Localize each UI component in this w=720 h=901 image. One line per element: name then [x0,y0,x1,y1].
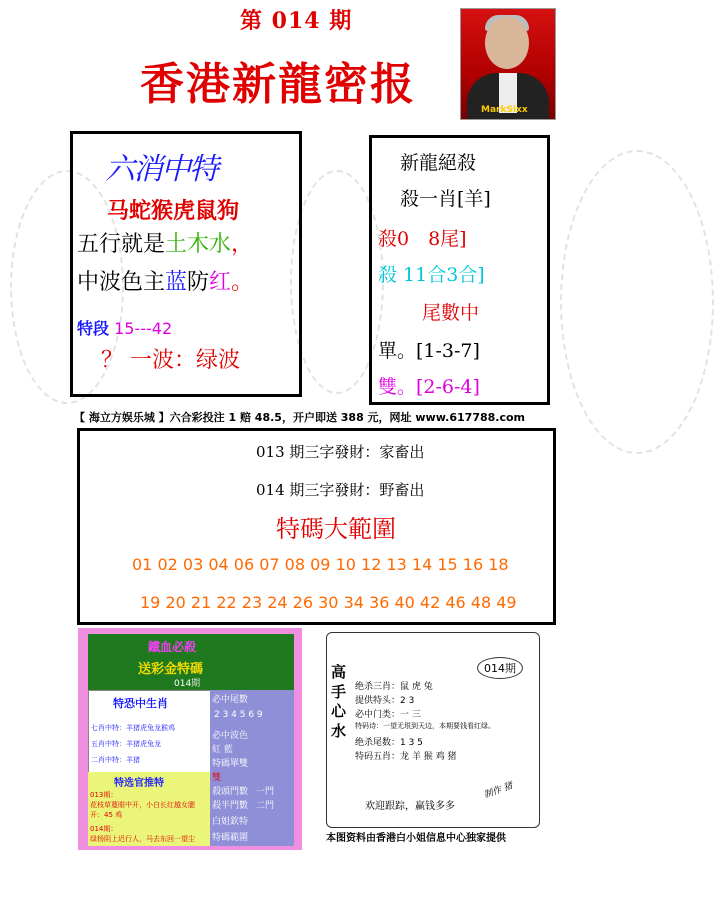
single-nums: 單。[1-3-7] [378,340,480,362]
portrait-photo [460,8,556,120]
line-013: 013 期三字發財：家畜出 [256,443,425,461]
panel-top-sub: 送彩金特碼 [138,662,204,677]
iron-blood-panel [78,628,302,850]
maker-sign: 制作 猪 [482,781,515,801]
expert-line6: 特码五肖：龙 羊 猴 鸡 猪 [355,752,457,762]
stats-column [210,690,294,846]
one-wave-line: ？ 一波：绿波 [101,348,240,373]
ad-banner[interactable]: 【 海立方娱乐城 】六合彩投注 1 赔 48.5，开户即送 388 元，网址 www.617788.com [74,411,525,424]
six-zodiac-box [70,131,302,397]
poem-013-text: 花枝草蔓眼中开，小白长红越女腮 [90,801,195,809]
slogan: 欢迎跟踪，赢钱多多 [365,801,455,812]
stat-killhead-value: 一門 [256,787,275,797]
kill-zodiac: 殺一肖[羊] [400,188,491,210]
poem-013-label: 013期： [90,791,118,799]
special-value: 15---42 [114,319,173,338]
stat-killhalf-title: 殺半門數 [212,801,249,811]
poem-title: 特选官推特 [114,778,164,789]
stat-range-title: 特碼範圍 [212,833,249,843]
background-ornament [560,150,714,454]
expert-line3: 必中门类：一 三 [355,710,421,720]
tail-center: 尾數中 [422,302,480,324]
range-numbers-row1: 01 02 03 04 06 07 08 09 10 12 13 14 15 16 18 [132,555,509,574]
wuxing-prefix: 五行就是 [77,232,166,257]
panel-issue: 014期 [174,679,201,689]
panel-top-banner [88,634,294,690]
stat-killhead-title: 殺頭門數 [212,787,249,797]
poem-013-answer: 开：45 鸡 [90,811,123,819]
expert-panel [326,632,540,828]
stat-tail-title: 必中尾數 [212,695,249,705]
stat-tail-nums: 2 3 4 5 6 9 [214,710,263,720]
seven-zodiac: 七肖中特：羊猪虎兔龙猴鸡 [91,724,175,732]
photo-watermark: MarkSixx [481,105,528,115]
two-zodiac: 二肖中特：羊猪 [91,756,140,764]
page-title: 香港新龍密报 [140,59,416,110]
portrait-head [485,17,529,69]
range-numbers-row2: 19 20 21 22 23 24 26 30 34 36 40 42 46 48 49 [140,593,517,612]
special-label: 特段 [77,319,110,338]
stat-oddeven-title: 特碼單雙 [212,759,249,769]
wave-prefix: 中波色主 [77,270,166,295]
poem-section [88,772,210,846]
stat-killhalf-value: 二門 [256,801,275,811]
issue-badge: 014期 [477,657,523,679]
stat-wave-title: 必中波色 [212,731,249,741]
five-zodiac: 五肖中特：羊猪虎兔龙 [91,740,161,748]
wuxing-line [77,232,253,258]
poem-014-label: 014期： [90,825,118,833]
zodiac-section [88,690,212,774]
zodiac-list: 马蛇猴虎鼠狗 [107,198,240,224]
issue-number: 第 014 期 [240,8,353,34]
wave-line [77,270,253,296]
expert-line2: 提供特头：2 3 [355,696,415,706]
footer-credit: 本图资料由香港白小姐信息中心独家提供 [326,833,506,844]
wave-guard: 红 [209,270,232,295]
stat-oddeven-value: 雙 [212,773,222,783]
stat-bai-title: 白姐欽特 [212,817,249,827]
wave-mid: 防 [187,270,210,295]
wave-suffix: 。 [231,270,254,295]
box-title: 六消中特 [105,152,217,187]
poem-014-text: 绿杨阴上迟行人，马去东回一望尘 [90,835,195,843]
box-title: 新龍絕殺 [400,152,477,174]
wuxing-suffix: ， [231,232,254,257]
expert-line5: 绝杀尾数：1 3 5 [355,738,423,748]
wuxing-value: 土木水 [165,232,232,257]
wave-main: 蓝 [165,270,188,295]
expert-line4: 特码诗：一望无垠到天边，本期要钱看红绿。 [355,722,495,730]
special-line [77,316,172,339]
stat-wave-value: 紅 藍 [212,745,233,755]
line-014: 014 期三字發財：野畜出 [256,481,425,499]
kill-tail: 殺0 8尾] [378,228,467,250]
kill-combo: 殺 11合3合] [378,264,485,286]
range-box [77,428,556,625]
range-title: 特碼大範圍 [276,515,396,543]
section-title: 特恐中生肖 [113,697,168,710]
expert-line1: 绝杀三肖：鼠 虎 兔 [355,682,433,692]
kill-box [369,135,550,405]
double-nums: 雙。[2-6-4] [378,376,480,398]
panel-top-title: 鐵血必殺 [148,640,197,654]
side-title: 高手心水 [331,663,347,740]
